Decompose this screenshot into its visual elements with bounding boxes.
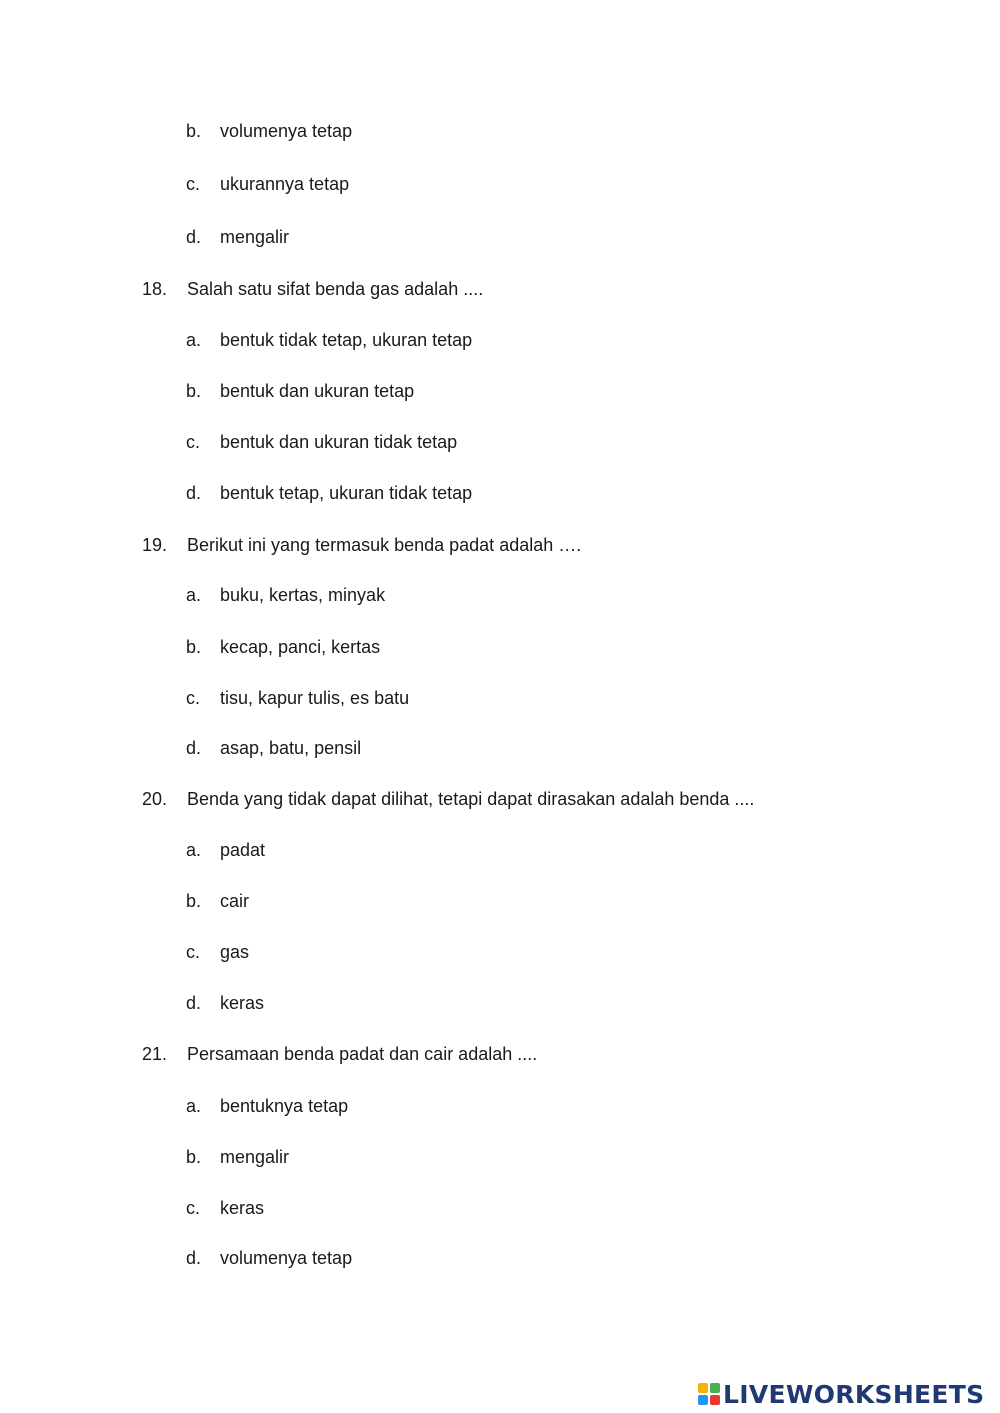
option-letter: c.: [186, 432, 201, 452]
option-letter: a.: [186, 840, 202, 860]
option-text: gas: [220, 942, 250, 962]
option-letter: d.: [186, 227, 202, 247]
question-number: 19.: [142, 535, 168, 555]
question-number: 18.: [142, 279, 168, 299]
option-text: asap, batu, pensil: [220, 738, 362, 758]
option-letter: d.: [186, 993, 202, 1013]
question-text: Benda yang tidak dapat dilihat, tetapi dapat dirasakan adalah benda ....: [187, 789, 755, 809]
option-text: keras: [220, 993, 265, 1013]
option-text: bentuknya tetap: [220, 1096, 349, 1116]
option-letter: a.: [186, 1096, 202, 1116]
option-text: bentuk tetap, ukuran tidak tetap: [220, 483, 473, 503]
option-letter: c.: [186, 942, 201, 962]
option-text: keras: [220, 1198, 265, 1218]
option-letter: c.: [186, 174, 201, 194]
option-text: mengalir: [220, 1147, 290, 1167]
option-text: bentuk dan ukuran tidak tetap: [220, 432, 458, 452]
option-letter: a.: [186, 330, 202, 350]
option-text: buku, kertas, minyak: [220, 585, 386, 605]
option-text: volumenya tetap: [220, 121, 353, 141]
question-number: 20.: [142, 789, 168, 809]
option-letter: b.: [186, 381, 202, 401]
option-text: kecap, panci, kertas: [220, 637, 381, 657]
question-number: 21.: [142, 1044, 168, 1064]
option-text: bentuk dan ukuran tetap: [220, 381, 415, 401]
question-text: Salah satu sifat benda gas adalah ....: [187, 279, 484, 299]
liveworksheets-text: LIVEWORKSHEETS: [723, 1379, 985, 1409]
liveworksheets-watermark[interactable]: [698, 1379, 984, 1409]
question-text: Persamaan benda padat dan cair adalah ....: [187, 1044, 538, 1064]
option-text: mengalir: [220, 227, 290, 247]
option-text: volumenya tetap: [220, 1248, 353, 1268]
question-text: Berikut ini yang termasuk benda padat adalah ….: [187, 535, 582, 555]
option-text: cair: [220, 891, 250, 911]
option-letter: b.: [186, 1147, 202, 1167]
option-text: padat: [220, 840, 266, 860]
option-letter: b.: [186, 121, 202, 141]
option-text: bentuk tidak tetap, ukuran tetap: [220, 330, 473, 350]
option-letter: c.: [186, 1198, 201, 1218]
option-letter: d.: [186, 1248, 202, 1268]
option-letter: d.: [186, 483, 202, 503]
option-letter: a.: [186, 585, 202, 605]
option-letter: b.: [186, 637, 202, 657]
option-text: ukurannya tetap: [220, 174, 350, 194]
option-text: tisu, kapur tulis, es batu: [220, 688, 410, 708]
option-letter: c.: [186, 688, 201, 708]
option-letter: b.: [186, 891, 202, 911]
liveworksheets-logo-icon: [698, 1383, 720, 1405]
option-letter: d.: [186, 738, 202, 758]
